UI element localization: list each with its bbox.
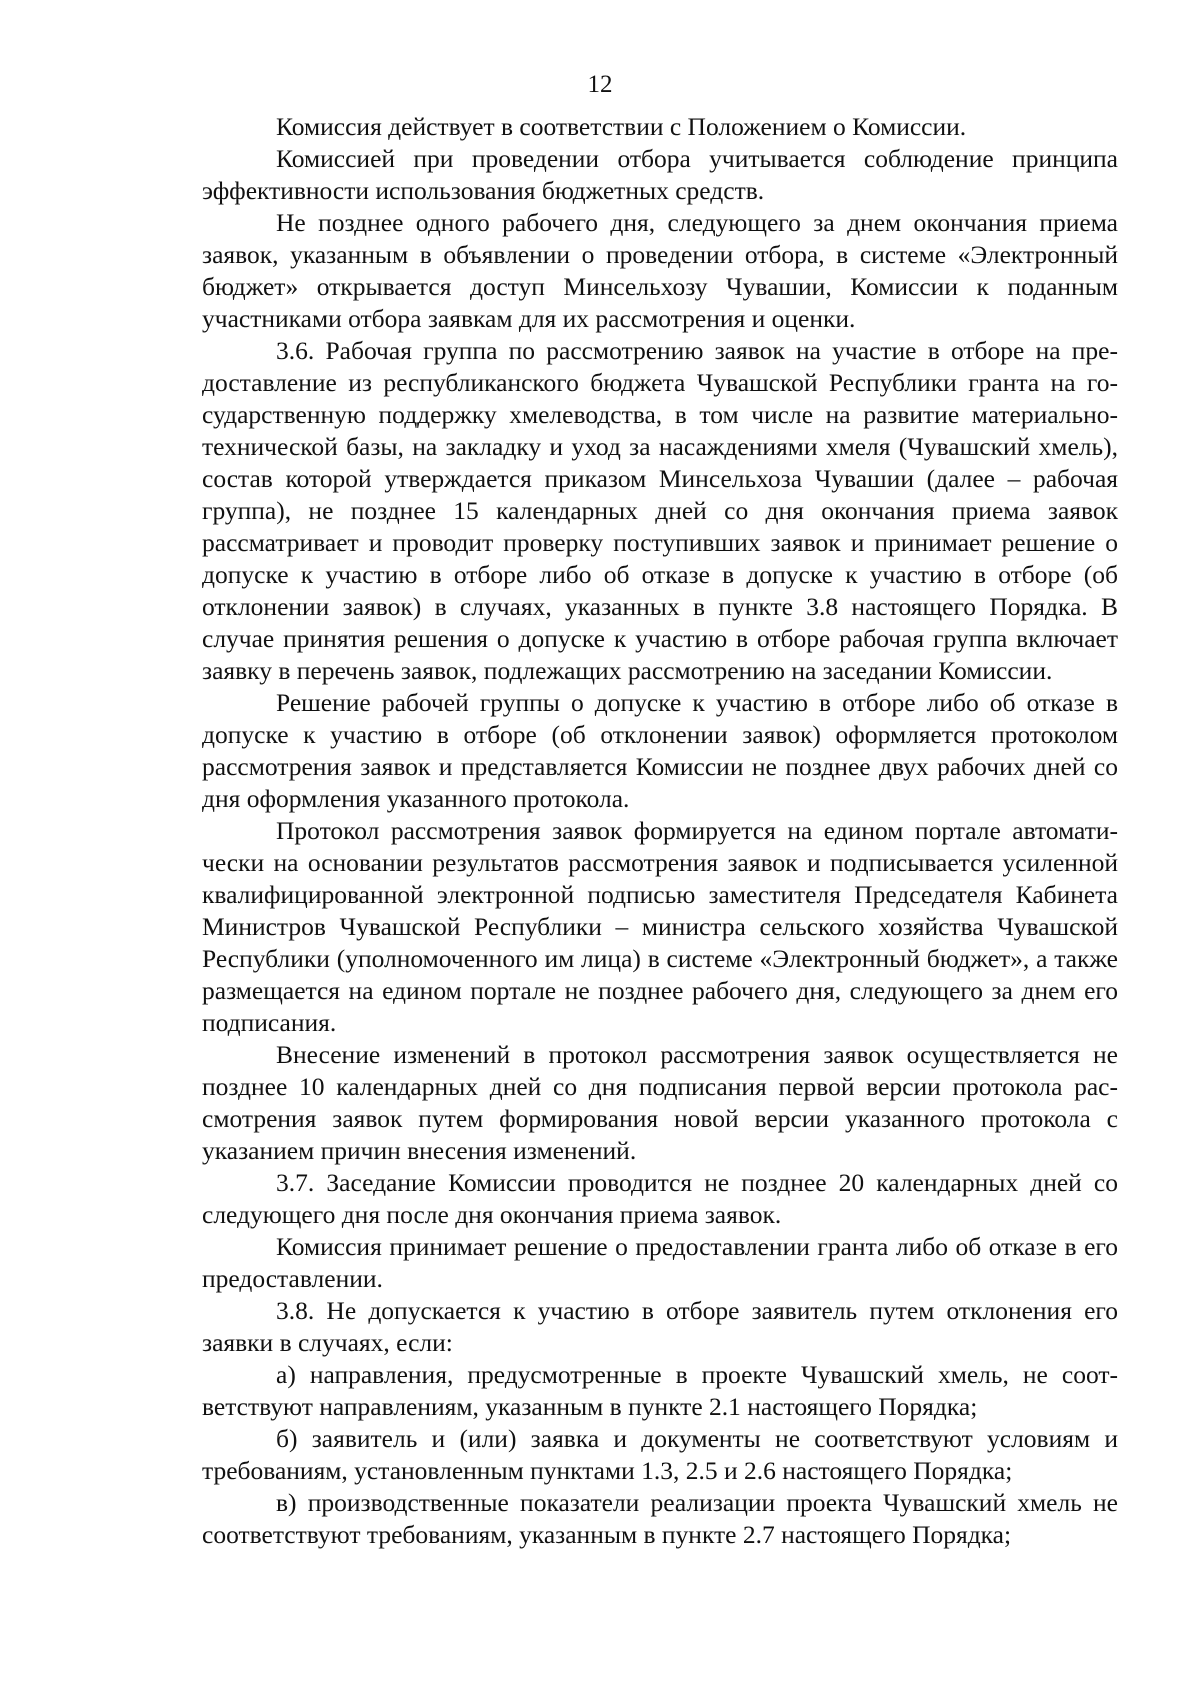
paragraph-commission-decision: Комиссия принимает решение о предоставлении гранта либо об отказе в его предоставлении. [202,1232,1118,1293]
paragraph-access-opening: Не позднее одного рабочего дня, следующего за днем окончания приема заявок, указанным в объявлении о проведении отбора, в системе «Электронный бюджет» открывается доступ Минсельхозу Чувашии, Комиссии к поданным участниками отбора заявкам для их рассмотрения и оценки. [202,208,1118,333]
paragraph-protocol-formation: Протокол рассмотрения заявок формируется на едином портале автоматически на основании результатов рассмотрения заявок и подписывается усиленной квалифицированной электронной подписью заместителя Председателя Кабинета Министров Чувашской Республики – министра сельского хозяйства Чувашской Республики (уполномоченного им лица) в системе «Электронный бюджет», а также размещается на едином портале не позднее рабочего дня, следующего за днем его подписания. [202,816,1118,1037]
page-number: 12 [587,71,613,98]
paragraph-protocol-changes: Внесение изменений в протокол рассмотрения заявок осуществляется не позднее 10 календарных дней со дня подписания первой версии протокола рассмотрения заявок путем формирования новой версии указанного протокола с указанием причин внесения изменений. [202,1040,1118,1165]
paragraph-item-v: в) производственные показатели реализации проекта Чувашский хмель не соответствуют требованиям, указанным в пункте 2.7 настоящего Порядка; [202,1488,1118,1549]
paragraph-efficiency-principle: Комиссией при проведении отбора учитывается соблюдение принципа эффективности использования бюджетных средств. [202,144,1118,205]
document-body [202,111,1118,1551]
paragraph-3-6-working-group: 3.6. Рабочая группа по рассмотрению заявок на участие в отборе на предоставление из республиканского бюджета Чувашской Республики гранта на государственную поддержку хмелеводства, в том числе на развитие материально-технической базы, на закладку и уход за насаждениями хмеля (Чувашский хмель), состав которой утверждается приказом Минсельхоза Чувашии (далее – рабочая группа), не позднее 15 календарных дней со дня окончания приема заявок рассматривает и проводит проверку поступивших заявок и принимает решение о допуске к участию в отборе либо об отказе в допуске к участию в отборе (об отклонении заявок) в случаях, указанных в пункте 3.8 настоящего Порядка. В случае принятия решения о допуске к участию в отборе рабочая группа включает заявку в перечень заявок, подлежащих рассмотрению на заседании Комиссии. [202,336,1118,685]
paragraph-item-b: б) заявитель и (или) заявка и документы не соответствуют условиям и требованиям, установленным пунктами 1.3, 2.5 и 2.6 настоящего Порядка; [202,1424,1118,1485]
paragraph-3-8-not-admitted: 3.8. Не допускается к участию в отборе заявитель путем отклонения его заявки в случаях, если: [202,1296,1118,1357]
paragraph-commission-acts: Комиссия действует в соответствии с Положением о Комиссии. [276,112,967,141]
paragraph-3-7-meeting: 3.7. Заседание Комиссии проводится не позднее 20 календарных дней со следующего дня после дня окончания приема заявок. [202,1168,1118,1229]
paragraph-item-a: а) направления, предусмотренные в проекте Чувашский хмель, не соответствуют направлениям, указанным в пункте 2.1 настоящего Порядка; [202,1360,1118,1421]
paragraph-working-group-decision: Решение рабочей группы о допуске к участию в отборе либо об отказе в допуске к участию в отборе (об отклонении заявок) оформляется протоколом рассмотрения заявок и представляется Комиссии не позднее двух рабочих дней со дня оформления указанного протокола. [202,688,1118,813]
